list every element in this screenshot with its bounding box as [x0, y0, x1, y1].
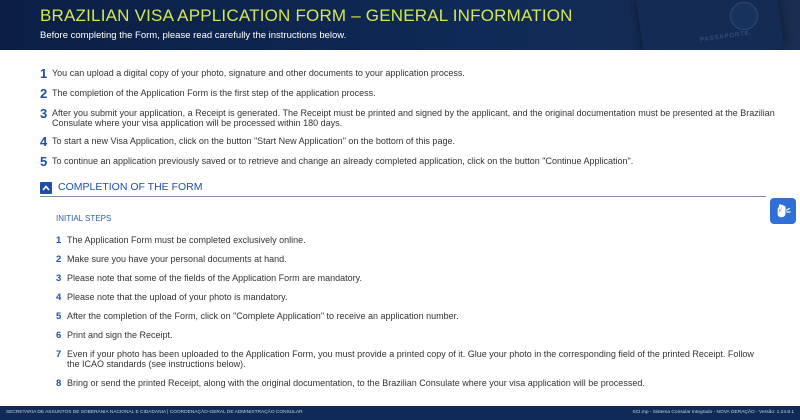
- page-title: BRAZILIAN VISA APPLICATION FORM – GENERAL INFORMATION: [40, 6, 573, 25]
- intro-number: 3: [40, 106, 48, 121]
- footer-org-text: SECRETARIA DE ASSUNTOS DE SOBERANIA NACIONAL E CIDADANIA | COORDENAÇÃO-GERAL DE ADMINISTRAÇÃO CONSULAR: [6, 410, 303, 415]
- step-text: Please note that some of the fields of the Application Form are mandatory.: [67, 273, 362, 283]
- step-text: Print and sign the Receipt.: [67, 330, 173, 340]
- passport-label: PASSAPORTE: [699, 30, 751, 44]
- intro-text: To continue an application previously saved or to retrieve and change an already completed application, click on the button "Continue Application".: [52, 156, 634, 166]
- intro-number: 2: [40, 86, 48, 101]
- page-header: [0, 0, 800, 50]
- step-number: 5: [56, 311, 62, 322]
- step-number: 3: [56, 273, 62, 284]
- section-divider: [40, 196, 766, 197]
- subsection-heading: INITIAL STEPS: [56, 214, 112, 223]
- section-collapse-button[interactable]: [40, 182, 52, 194]
- step-text: The Application Form must be completed exclusively online.: [67, 235, 306, 245]
- page-subtitle: Before completing the Form, please read carefully the instructions below.: [40, 30, 347, 41]
- intro-number: 5: [40, 154, 48, 169]
- passport-graphic: [636, 0, 785, 50]
- step-text: Make sure you have your personal documents at hand.: [67, 254, 287, 264]
- step-text: Please note that the upload of your photo is mandatory.: [67, 292, 288, 302]
- intro-text: After you submit your application, a Receipt is generated. The Receipt must be printed and signed by the applicant, and the original documentation must be presented at the Brazilian Consulate where your visa application will be processed within 180 days.: [52, 108, 775, 128]
- section-title[interactable]: COMPLETION OF THE FORM: [58, 181, 203, 193]
- step-number: 2: [56, 254, 62, 265]
- passport-seal-icon: [730, 2, 758, 30]
- intro-text: The completion of the Application Form is the first step of the application process.: [52, 88, 376, 98]
- step-text: After the completion of the Form, click on "Complete Application" to receive an application number.: [67, 311, 459, 321]
- intro-number: 4: [40, 134, 48, 149]
- intro-text: To start a new Visa Application, click on the button "Start New Application" on the bottom of this page.: [52, 136, 455, 146]
- page-footer: [0, 406, 800, 420]
- sign-language-icon: [774, 202, 792, 220]
- intro-text: You can upload a digital copy of your photo, signature and other documents to your application process.: [52, 68, 465, 78]
- intro-number: 1: [40, 66, 48, 81]
- step-number: 8: [56, 378, 62, 389]
- step-text: Bring or send the printed Receipt, along with the original documentation, to the Brazilian Consulate where your visa application will be processed.: [67, 378, 645, 388]
- accessibility-button[interactable]: [770, 198, 796, 224]
- chevron-up-icon: [42, 184, 50, 192]
- step-number: 6: [56, 330, 62, 341]
- step-text: Even if your photo has been uploaded to the Application Form, you must provide a printed copy of it. Glue your photo in the corresponding field of the printed Receipt. Follow the ICAO standards (see instructions below).: [67, 349, 754, 369]
- step-number: 7: [56, 349, 62, 360]
- step-number: 1: [56, 235, 62, 246]
- footer-version-text: SCI.mp - Sistema Consular Integrado - NOVA GERAÇÃO - Versão: 1.24.8.1: [632, 410, 794, 415]
- step-number: 4: [56, 292, 62, 303]
